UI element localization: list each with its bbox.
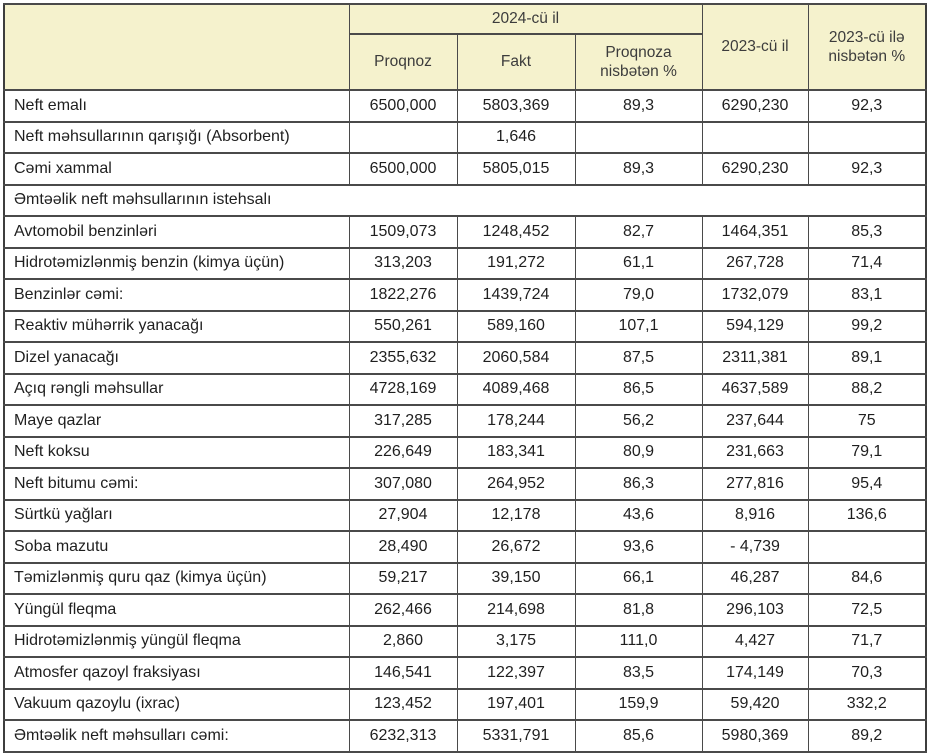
cell-fakt: 26,672 xyxy=(457,531,575,563)
header-fakt: Fakt xyxy=(457,34,575,90)
cell-y2023: 174,149 xyxy=(702,657,808,689)
row-label: Neft koksu xyxy=(4,437,349,469)
cell-proqnoz: 317,285 xyxy=(349,405,457,437)
cell-proqnoz: 2355,632 xyxy=(349,342,457,374)
cell-proqnoz: 4728,169 xyxy=(349,374,457,406)
cell-vs_proqnoz: 56,2 xyxy=(575,405,702,437)
table-row xyxy=(4,689,926,721)
table-row xyxy=(4,720,926,752)
cell-vs_proqnoz: 86,3 xyxy=(575,468,702,500)
cell-vs_proqnoz: 86,5 xyxy=(575,374,702,406)
cell-y2023: 4637,589 xyxy=(702,374,808,406)
cell-vs_proqnoz: 89,3 xyxy=(575,153,702,185)
cell-vs_2023: 92,3 xyxy=(808,90,926,122)
table-row xyxy=(4,468,926,500)
cell-vs_2023: 75 xyxy=(808,405,926,437)
cell-vs_proqnoz: 80,9 xyxy=(575,437,702,469)
row-label: Neft bitumu cəmi: xyxy=(4,468,349,500)
cell-fakt: 12,178 xyxy=(457,500,575,532)
row-label: Hidrotəmizlənmiş yüngül fleqma xyxy=(4,626,349,658)
cell-proqnoz: 1509,073 xyxy=(349,216,457,248)
table-row xyxy=(4,216,926,248)
cell-vs_2023: 84,6 xyxy=(808,563,926,595)
cell-proqnoz: 6500,000 xyxy=(349,153,457,185)
corner-cell xyxy=(4,4,349,90)
table-row xyxy=(4,626,926,658)
oil-products-table xyxy=(3,3,927,753)
row-label: Açıq rəngli məhsullar xyxy=(4,374,349,406)
cell-y2023: 267,728 xyxy=(702,248,808,280)
table-row xyxy=(4,437,926,469)
cell-fakt: 4089,468 xyxy=(457,374,575,406)
cell-fakt: 214,698 xyxy=(457,594,575,626)
section-row xyxy=(4,185,926,217)
header-row-top xyxy=(4,4,926,34)
row-label: Yüngül fleqma xyxy=(4,594,349,626)
cell-y2023: 6290,230 xyxy=(702,90,808,122)
cell-vs_proqnoz: 85,6 xyxy=(575,720,702,752)
row-label: Reaktiv mühərrik yanacağı xyxy=(4,311,349,343)
cell-vs_2023: 85,3 xyxy=(808,216,926,248)
cell-proqnoz: 28,490 xyxy=(349,531,457,563)
cell-fakt: 1439,724 xyxy=(457,279,575,311)
table-row xyxy=(4,563,926,595)
cell-proqnoz: 2,860 xyxy=(349,626,457,658)
cell-y2023: 5980,369 xyxy=(702,720,808,752)
section-label: Əmtəəlik neft məhsullarının istehsalı xyxy=(4,185,926,217)
cell-y2023: 277,816 xyxy=(702,468,808,500)
cell-vs_2023 xyxy=(808,122,926,154)
cell-fakt: 122,397 xyxy=(457,657,575,689)
table-row xyxy=(4,531,926,563)
cell-proqnoz: 226,649 xyxy=(349,437,457,469)
table-row xyxy=(4,374,926,406)
cell-fakt: 2060,584 xyxy=(457,342,575,374)
row-label: Əmtəəlik neft məhsulları cəmi: xyxy=(4,720,349,752)
table-header xyxy=(4,4,926,90)
cell-vs_2023: 88,2 xyxy=(808,374,926,406)
cell-fakt: 1,646 xyxy=(457,122,575,154)
cell-vs_proqnoz: 159,9 xyxy=(575,689,702,721)
cell-y2023: 1464,351 xyxy=(702,216,808,248)
cell-y2023: - 4,739 xyxy=(702,531,808,563)
header-vs-2023: 2023-cü ilə nisbətən % xyxy=(808,4,926,90)
cell-proqnoz: 550,261 xyxy=(349,311,457,343)
cell-y2023: 296,103 xyxy=(702,594,808,626)
cell-y2023: 594,129 xyxy=(702,311,808,343)
cell-vs_proqnoz: 89,3 xyxy=(575,90,702,122)
cell-y2023: 2311,381 xyxy=(702,342,808,374)
cell-vs_2023: 72,5 xyxy=(808,594,926,626)
cell-vs_2023: 89,1 xyxy=(808,342,926,374)
table-row xyxy=(4,279,926,311)
table-row xyxy=(4,405,926,437)
cell-y2023 xyxy=(702,122,808,154)
cell-proqnoz: 6500,000 xyxy=(349,90,457,122)
row-label: Neft məhsullarının qarışığı (Absorbent) xyxy=(4,122,349,154)
table-row xyxy=(4,90,926,122)
cell-proqnoz: 313,203 xyxy=(349,248,457,280)
cell-vs_2023: 70,3 xyxy=(808,657,926,689)
cell-y2023: 237,644 xyxy=(702,405,808,437)
cell-y2023: 1732,079 xyxy=(702,279,808,311)
cell-vs_proqnoz: 82,7 xyxy=(575,216,702,248)
row-label: Təmizlənmiş quru qaz (kimya üçün) xyxy=(4,563,349,595)
cell-proqnoz xyxy=(349,122,457,154)
row-label: Soba mazutu xyxy=(4,531,349,563)
cell-proqnoz: 146,541 xyxy=(349,657,457,689)
row-label: Atmosfer qazoyl fraksiyası xyxy=(4,657,349,689)
cell-fakt: 191,272 xyxy=(457,248,575,280)
cell-y2023: 6290,230 xyxy=(702,153,808,185)
cell-vs_2023: 71,4 xyxy=(808,248,926,280)
cell-proqnoz: 27,904 xyxy=(349,500,457,532)
cell-vs_proqnoz: 43,6 xyxy=(575,500,702,532)
table-row xyxy=(4,311,926,343)
cell-vs_proqnoz xyxy=(575,122,702,154)
cell-proqnoz: 6232,313 xyxy=(349,720,457,752)
cell-vs_proqnoz: 81,8 xyxy=(575,594,702,626)
row-label: Dizel yanacağı xyxy=(4,342,349,374)
row-label: Neft emalı xyxy=(4,90,349,122)
cell-fakt: 5805,015 xyxy=(457,153,575,185)
cell-vs_proqnoz: 107,1 xyxy=(575,311,702,343)
table-row xyxy=(4,594,926,626)
table-row xyxy=(4,342,926,374)
cell-fakt: 197,401 xyxy=(457,689,575,721)
cell-fakt: 1248,452 xyxy=(457,216,575,248)
cell-proqnoz: 1822,276 xyxy=(349,279,457,311)
row-label: Benzinlər cəmi: xyxy=(4,279,349,311)
table-body xyxy=(4,90,926,752)
cell-fakt: 3,175 xyxy=(457,626,575,658)
row-label: Cəmi xammal xyxy=(4,153,349,185)
cell-y2023: 8,916 xyxy=(702,500,808,532)
cell-fakt: 5803,369 xyxy=(457,90,575,122)
cell-proqnoz: 123,452 xyxy=(349,689,457,721)
cell-vs_proqnoz: 66,1 xyxy=(575,563,702,595)
row-label: Vakuum qazoylu (ixrac) xyxy=(4,689,349,721)
cell-fakt: 178,244 xyxy=(457,405,575,437)
cell-vs_proqnoz: 87,5 xyxy=(575,342,702,374)
cell-vs_proqnoz: 83,5 xyxy=(575,657,702,689)
cell-vs_proqnoz: 93,6 xyxy=(575,531,702,563)
header-vs-proqnoz: Proqnoza nisbətən % xyxy=(575,34,702,90)
row-label: Avtomobil benzinləri xyxy=(4,216,349,248)
row-label: Maye qazlar xyxy=(4,405,349,437)
cell-vs_proqnoz: 79,0 xyxy=(575,279,702,311)
cell-vs_2023 xyxy=(808,531,926,563)
cell-fakt: 39,150 xyxy=(457,563,575,595)
row-label: Hidrotəmizlənmiş benzin (kimya üçün) xyxy=(4,248,349,280)
cell-vs_2023: 92,3 xyxy=(808,153,926,185)
cell-vs_2023: 136,6 xyxy=(808,500,926,532)
cell-vs_2023: 99,2 xyxy=(808,311,926,343)
cell-fakt: 183,341 xyxy=(457,437,575,469)
cell-fakt: 589,160 xyxy=(457,311,575,343)
cell-vs_proqnoz: 111,0 xyxy=(575,626,702,658)
cell-vs_proqnoz: 61,1 xyxy=(575,248,702,280)
header-year-2024: 2024-cü il xyxy=(349,4,702,34)
table-row xyxy=(4,500,926,532)
cell-y2023: 231,663 xyxy=(702,437,808,469)
cell-y2023: 4,427 xyxy=(702,626,808,658)
header-year-2023: 2023-cü il xyxy=(702,4,808,90)
cell-vs_2023: 79,1 xyxy=(808,437,926,469)
cell-y2023: 46,287 xyxy=(702,563,808,595)
table-row xyxy=(4,657,926,689)
cell-fakt: 5331,791 xyxy=(457,720,575,752)
cell-vs_2023: 83,1 xyxy=(808,279,926,311)
cell-vs_2023: 89,2 xyxy=(808,720,926,752)
cell-proqnoz: 307,080 xyxy=(349,468,457,500)
cell-fakt: 264,952 xyxy=(457,468,575,500)
row-label: Sürtkü yağları xyxy=(4,500,349,532)
cell-proqnoz: 262,466 xyxy=(349,594,457,626)
cell-vs_2023: 71,7 xyxy=(808,626,926,658)
cell-proqnoz: 59,217 xyxy=(349,563,457,595)
table-row xyxy=(4,122,926,154)
header-proqnoz: Proqnoz xyxy=(349,34,457,90)
table-row xyxy=(4,248,926,280)
cell-y2023: 59,420 xyxy=(702,689,808,721)
cell-vs_2023: 332,2 xyxy=(808,689,926,721)
cell-vs_2023: 95,4 xyxy=(808,468,926,500)
table-row xyxy=(4,153,926,185)
